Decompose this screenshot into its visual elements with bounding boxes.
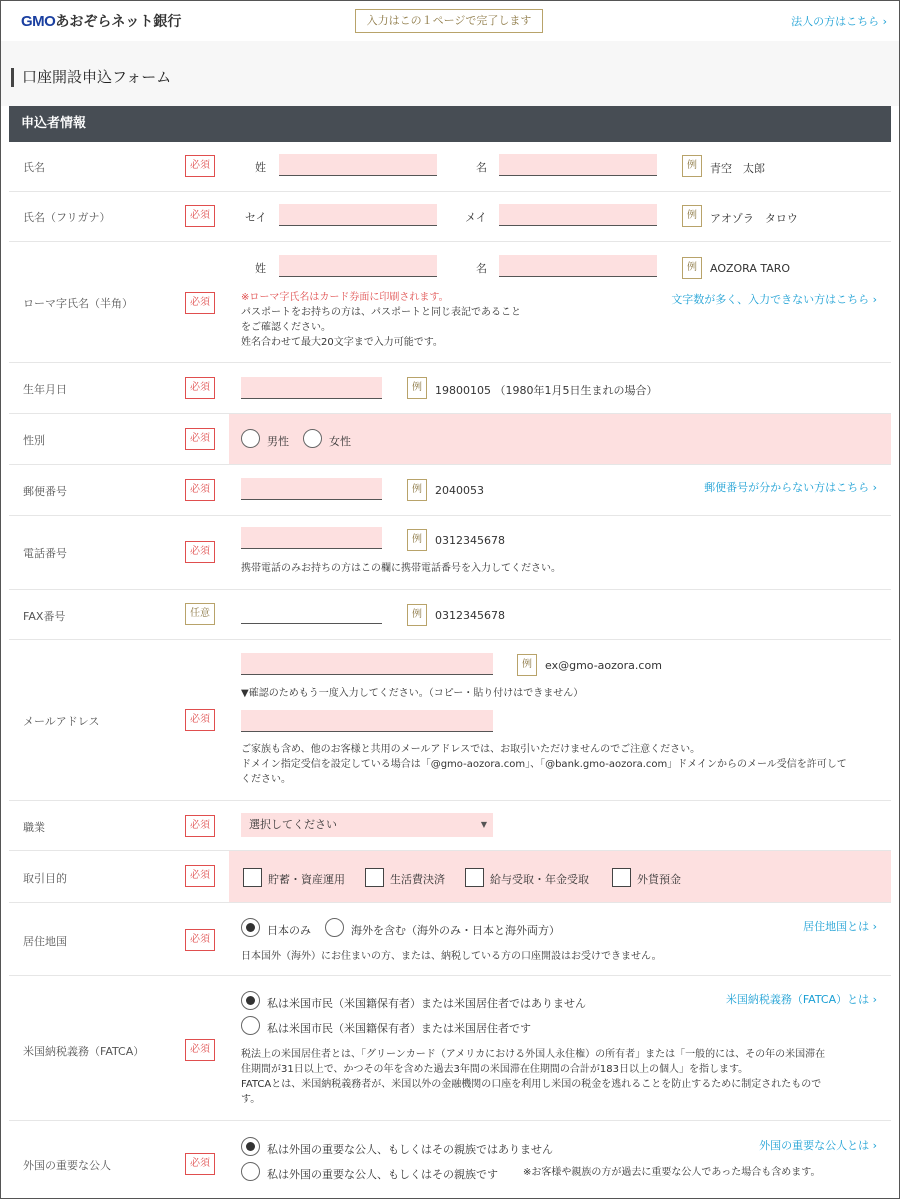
phone-input[interactable] xyxy=(241,527,382,549)
residence-japan-label: 日本のみ xyxy=(267,924,311,937)
male-label: 男性 xyxy=(267,435,289,448)
example-badge: 例 xyxy=(407,604,427,626)
fatca-note-2: 住期間が31日以上で、かつその年を含めた過去3年間の米国滞在住期間の合計が183日以上の個人」を指します。 xyxy=(241,1064,749,1075)
purpose-savings-checkbox[interactable] xyxy=(243,868,262,887)
email-input[interactable] xyxy=(241,653,493,675)
purpose-forex-label: 外貨預金 xyxy=(637,873,681,886)
row-fatca xyxy=(9,976,891,1121)
occupation-select[interactable] xyxy=(241,813,493,837)
row-kana xyxy=(9,192,891,242)
peps-label: 外国の重要な公人 xyxy=(23,1159,111,1172)
row-phone xyxy=(9,516,891,590)
email-shared-note: ご家族も含め、他のお客様と共用のメールアドレスでは、お取引いただけませんのでご注意ください。 xyxy=(241,744,701,755)
example-badge: 例 xyxy=(682,205,702,227)
row-postal xyxy=(9,465,891,516)
residence-japan-radio[interactable] xyxy=(241,918,260,937)
top-header xyxy=(1,1,899,41)
mei-label: 名 xyxy=(476,161,487,174)
gender-label: 性別 xyxy=(23,434,45,447)
peps-info-link[interactable]: 外国の重要な公人とは › xyxy=(759,1139,877,1152)
roman-long-name-link[interactable]: 文字数が多く、入力できない方はこちら › xyxy=(671,293,877,306)
last-name-kana-input[interactable] xyxy=(279,204,437,226)
fatca-us-label: 私は米国市民（米国籍保有者）または米国居住者です xyxy=(267,1022,531,1035)
email-label: メールアドレス xyxy=(23,715,100,728)
purpose-label: 取引目的 xyxy=(23,872,67,885)
postal-label: 郵便番号 xyxy=(23,485,67,498)
postal-code-input[interactable] xyxy=(241,478,382,500)
occupation-select-value: 選択してください xyxy=(249,818,337,831)
required-badge: 必須 xyxy=(185,929,215,951)
optional-badge: 任意 xyxy=(185,603,215,625)
fatca-note-3: FATCAとは、米国納税義務者が、米国以外の金融機関の口座を利用し米国の税金を逃れることを防止するために制定されたもので xyxy=(241,1079,822,1090)
birth-example: 19800105 （1980年1月5日生まれの場合） xyxy=(435,384,658,397)
example-badge: 例 xyxy=(517,654,537,676)
first-name-input[interactable] xyxy=(499,154,657,176)
residence-label: 居住地国 xyxy=(23,935,67,948)
purpose-forex-checkbox[interactable] xyxy=(612,868,631,887)
residence-overseas-label: 海外を含む（海外のみ・日本と海外両方） xyxy=(351,924,560,937)
purpose-salary-label: 給与受取・年金受取 xyxy=(490,873,589,886)
row-gender xyxy=(9,414,891,465)
required-badge: 必須 xyxy=(185,428,215,450)
row-purpose xyxy=(9,851,891,903)
email-example: ex@gmo-aozora.com xyxy=(545,659,662,672)
peps-yes-label: 私は外国の重要な公人、もしくはその親族です xyxy=(267,1168,498,1181)
kana-example: アオゾラ タロウ xyxy=(710,212,798,225)
fatca-label: 米国納税義務（FATCA） xyxy=(23,1045,145,1058)
form-title: 口座開設申込フォーム xyxy=(11,68,171,87)
fatca-note-4: す。 xyxy=(241,1094,261,1105)
email-confirm-input[interactable] xyxy=(241,710,493,732)
last-name-input[interactable] xyxy=(279,154,437,176)
roman-length-note: 姓名合わせて最大20文字まで入力可能です。 xyxy=(241,337,443,348)
birthdate-input[interactable] xyxy=(241,377,382,399)
purpose-savings-label: 貯蓄・資産運用 xyxy=(268,873,345,886)
required-badge: 必須 xyxy=(185,292,215,314)
fatca-us-radio[interactable] xyxy=(241,1016,260,1035)
mei-kana-label: メイ xyxy=(465,211,487,224)
example-badge: 例 xyxy=(407,377,427,399)
required-badge: 必須 xyxy=(185,155,215,177)
birth-label: 生年月日 xyxy=(23,383,67,396)
required-badge: 必須 xyxy=(185,479,215,501)
peps-not-radio[interactable] xyxy=(241,1137,260,1156)
email-confirm-note: ▼確認のためもう一度入力してください。（コピー・貼り付けはできません） xyxy=(241,688,584,699)
phone-example: 0312345678 xyxy=(435,534,505,547)
required-badge: 必須 xyxy=(185,377,215,399)
single-page-notice: 入力はこの１ページで完了します xyxy=(355,9,543,33)
residence-overseas-radio[interactable] xyxy=(325,918,344,937)
peps-not-label: 私は外国の重要な公人、もしくはその親族ではありません xyxy=(267,1143,553,1156)
postal-lookup-link[interactable]: 郵便番号が分からない方はこちら › xyxy=(704,481,877,494)
row-name xyxy=(9,142,891,192)
corporate-link[interactable]: 法人の方はこちら › xyxy=(791,15,887,28)
sei-roman-label: 姓 xyxy=(255,262,266,275)
email-domain-note: ドメイン指定受信を設定している場合は「@gmo-aozora.com」、「@bank.gmo-aozora.com」ドメインからのメール受信を許可して xyxy=(241,759,847,770)
section-header-applicant: 申込者情報 xyxy=(9,106,891,142)
fatca-not-us-radio[interactable] xyxy=(241,991,260,1010)
fax-input[interactable] xyxy=(241,602,382,624)
required-badge: 必須 xyxy=(185,865,215,887)
first-name-roman-input[interactable] xyxy=(499,255,657,277)
required-badge: 必須 xyxy=(185,205,215,227)
purpose-salary-checkbox[interactable] xyxy=(465,868,484,887)
logo-brand: GMO xyxy=(21,13,56,30)
occupation-label: 職業 xyxy=(23,821,45,834)
row-peps xyxy=(9,1121,891,1199)
fatca-info-link[interactable]: 米国納税義務（FATCA）とは › xyxy=(725,993,877,1006)
required-badge: 必須 xyxy=(185,815,215,837)
row-roman xyxy=(9,242,891,363)
chevron-down-icon: ▼ xyxy=(480,820,487,829)
purpose-living-checkbox[interactable] xyxy=(365,868,384,887)
roman-card-note: ※ローマ字氏名はカード券面に印刷されます。 xyxy=(241,292,449,303)
example-badge: 例 xyxy=(407,479,427,501)
name-example: 青空 太郎 xyxy=(710,162,765,175)
phone-note: 携帯電話のみお持ちの方はこの欄に携帯電話番号を入力してください。 xyxy=(241,563,561,574)
kana-label: 氏名（フリガナ） xyxy=(23,211,111,224)
example-badge: 例 xyxy=(682,155,702,177)
roman-label: ローマ字氏名（半角） xyxy=(23,297,133,310)
row-birth xyxy=(9,363,891,414)
required-badge: 必須 xyxy=(185,709,215,731)
male-radio[interactable] xyxy=(241,429,260,448)
example-badge: 例 xyxy=(407,529,427,551)
residence-info-link[interactable]: 居住地国とは › xyxy=(803,920,877,933)
row-email xyxy=(9,640,891,801)
residence-note: 日本国外（海外）にお住まいの方、または、納税している方の口座開設はお受けできません。 xyxy=(241,951,662,962)
roman-passport-note: パスポートをお持ちの方は、パスポートと同じ表記であること xyxy=(241,307,521,318)
row-fax xyxy=(9,590,891,640)
fatca-note-1: 税法上の米国居住者とは、「グリーンカード（アメリカにおける外国人永住権）の所有者」または「一般的には、その年の米国滞在 xyxy=(241,1049,826,1060)
row-residence xyxy=(9,903,891,976)
purpose-living-label: 生活費決済 xyxy=(390,873,445,886)
first-name-kana-input[interactable] xyxy=(499,204,657,226)
female-label: 女性 xyxy=(329,435,351,448)
roman-passport-note-2: をご確認ください。 xyxy=(241,322,331,333)
last-name-roman-input[interactable] xyxy=(279,255,437,277)
fax-label: FAX番号 xyxy=(23,610,66,623)
required-badge: 必須 xyxy=(185,1153,215,1175)
postal-example: 2040053 xyxy=(435,484,484,497)
bank-logo[interactable] xyxy=(21,11,181,31)
example-badge: 例 xyxy=(682,257,702,279)
row-occupation xyxy=(9,801,891,851)
required-badge: 必須 xyxy=(185,1039,215,1061)
roman-example: AOZORA TARO xyxy=(710,262,791,275)
mei-roman-label: 名 xyxy=(476,262,487,275)
sei-label: 姓 xyxy=(255,161,266,174)
name-label: 氏名 xyxy=(23,161,45,174)
fatca-not-us-label: 私は米国市民（米国籍保有者）または米国居住者ではありません xyxy=(267,997,586,1010)
female-radio[interactable] xyxy=(303,429,322,448)
phone-label: 電話番号 xyxy=(23,547,67,560)
peps-yes-radio[interactable] xyxy=(241,1162,260,1181)
email-domain-note-2: ください。 xyxy=(241,774,291,785)
logo-name: あおぞらネット銀行 xyxy=(55,14,182,30)
fax-example: 0312345678 xyxy=(435,609,505,622)
peps-yes-note: ※お客様や親族の方が過去に重要な公人であった場合も含めます。 xyxy=(523,1167,821,1178)
sei-kana-label: セイ xyxy=(245,211,267,224)
required-badge: 必須 xyxy=(185,541,215,563)
